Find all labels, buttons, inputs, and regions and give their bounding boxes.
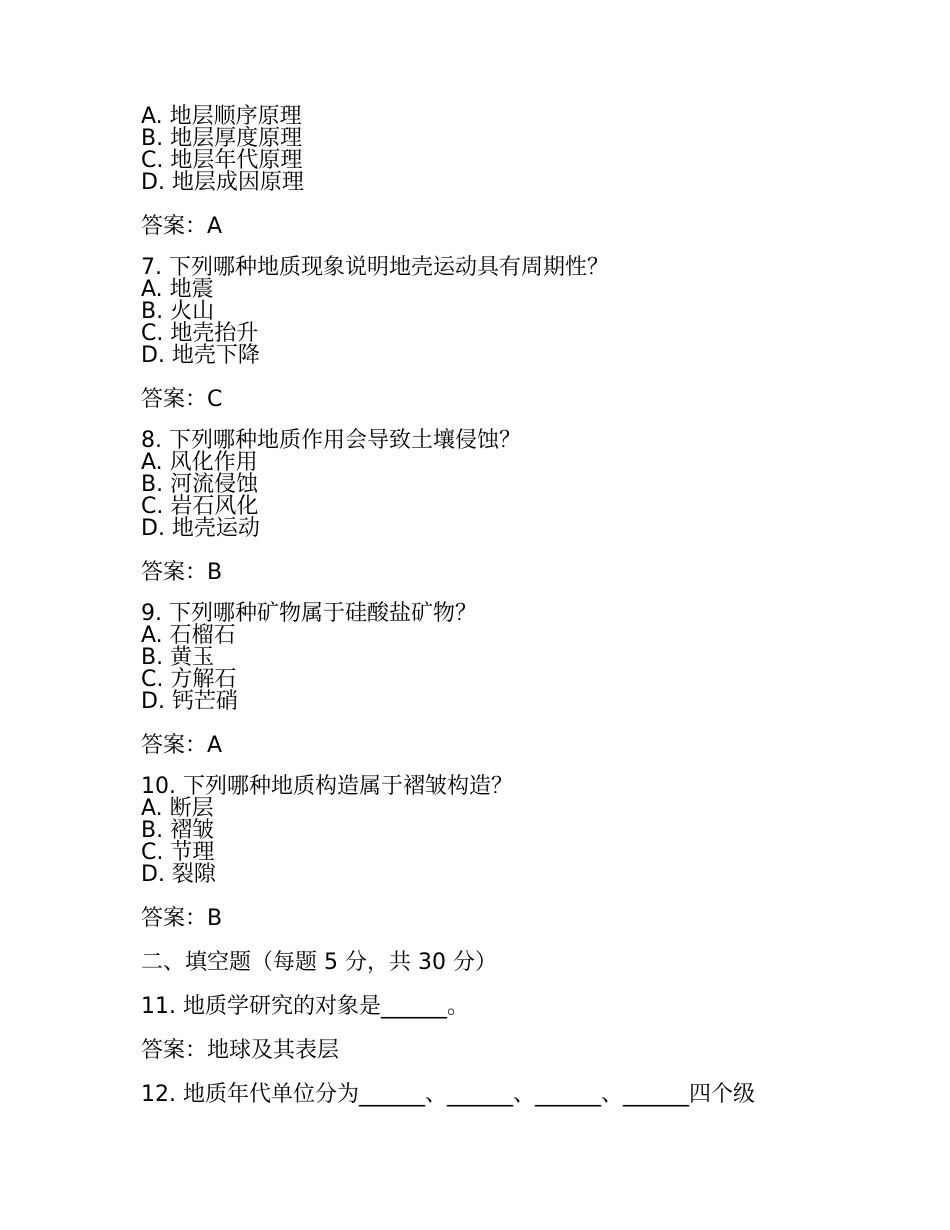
document-page: [141, 106, 861, 1109]
option-a: A. 石榴石: [141, 623, 236, 648]
option-a: A. 地层顺序原理: [141, 104, 302, 129]
question-8: [141, 430, 861, 540]
question-6-answer: 答案：A: [141, 214, 223, 239]
option-d: D. 地层成因原理: [141, 170, 304, 195]
question-7-text: 7. 下列哪种地质现象说明地壳运动具有周期性？: [141, 255, 609, 280]
question-9-text: 9. 下列哪种矿物属于硅酸盐矿物？: [141, 601, 477, 626]
section-2-heading: 二、填空题（每题 5 分，共 30 分）: [141, 950, 497, 975]
question-8-answer: 答案：B: [141, 560, 223, 585]
option-b: B. 河流侵蚀: [141, 472, 259, 497]
question-7-answer: 答案：C: [141, 387, 223, 412]
question-10: [141, 776, 861, 886]
option-d: D. 地壳运动: [141, 516, 260, 541]
question-9: [141, 603, 861, 713]
question-9-answer: 答案：A: [141, 733, 223, 758]
option-c: C. 方解石: [141, 667, 237, 692]
option-a: A. 断层: [141, 796, 214, 821]
option-a: A. 地震: [141, 277, 214, 302]
option-a: A. 风化作用: [141, 450, 258, 475]
option-b: B. 黄玉: [141, 645, 215, 670]
question-10-answer: 答案：B: [141, 906, 223, 931]
option-c: C. 地壳抬升: [141, 321, 259, 346]
option-b: B. 褶皱: [141, 818, 215, 843]
question-11-answer: 答案：地球及其表层: [141, 1038, 340, 1063]
question-11-text: 11. 地质学研究的对象是______。: [141, 994, 469, 1019]
option-d: D. 钙芒硝: [141, 689, 238, 714]
question-12-text: 12. 地质年代单位分为______、______、______、______四个级: [141, 1082, 755, 1107]
option-c: C. 节理: [141, 840, 215, 865]
question-7: [141, 257, 861, 367]
option-b: B. 火山: [141, 299, 215, 324]
option-c: C. 地层年代原理: [141, 148, 303, 173]
option-d: D. 裂隙: [141, 862, 216, 887]
option-b: B. 地层厚度原理: [141, 126, 303, 151]
question-8-text: 8. 下列哪种地质作用会导致土壤侵蚀？: [141, 428, 521, 453]
question-6-options: [141, 106, 861, 194]
option-d: D. 地壳下降: [141, 343, 260, 368]
question-10-text: 10. 下列哪种地质构造属于褶皱构造？: [141, 774, 513, 799]
option-c: C. 岩石风化: [141, 494, 259, 519]
